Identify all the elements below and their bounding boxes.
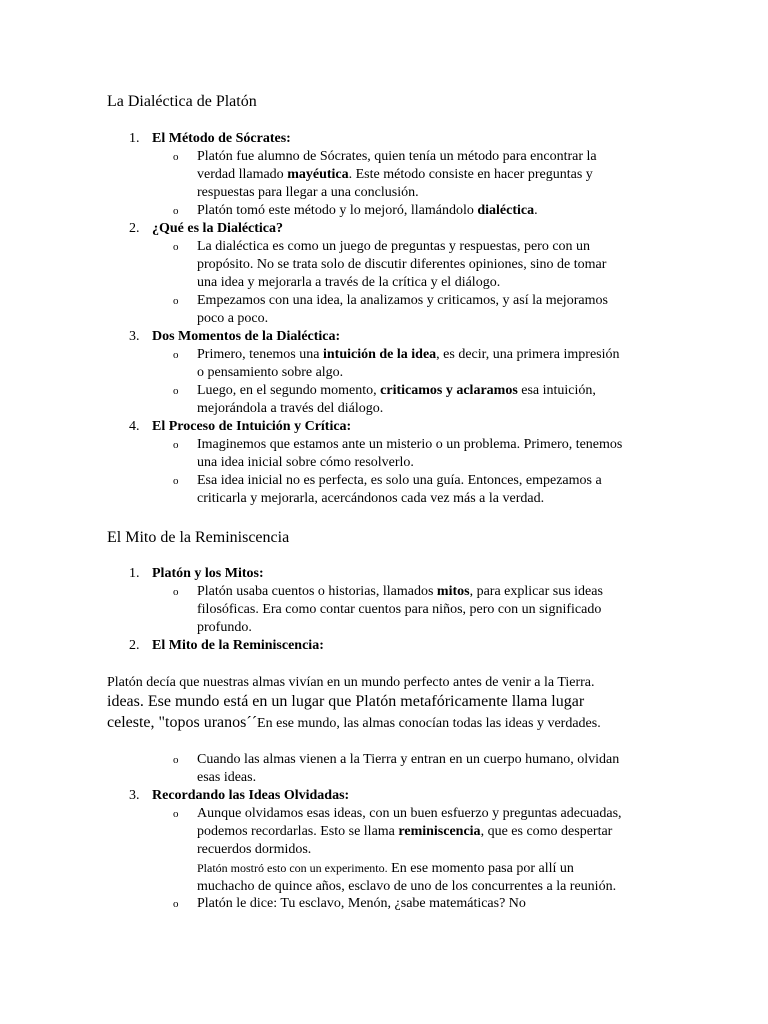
- bold-term: criticamos y aclaramos: [380, 383, 518, 398]
- bold-term: mayéutica: [287, 167, 349, 182]
- bullet-marker: o: [173, 151, 179, 163]
- bullet-text: [197, 346, 667, 382]
- text-line: profundo.: [197, 620, 252, 635]
- bullet-text: [197, 382, 667, 418]
- bullet-text: [197, 292, 667, 328]
- text-line: podemos recordarlas. Esto se llama reminiscencia, que es como despertar: [197, 824, 613, 839]
- bullet-marker: o: [173, 808, 179, 820]
- bullet-marker: o: [173, 475, 179, 487]
- section-title-mito: El Mito de la Reminiscencia: [107, 529, 290, 546]
- bullet-marker: o: [173, 241, 179, 253]
- bullet-marker: o: [173, 898, 179, 910]
- item-number: 4.: [129, 419, 140, 434]
- text-line: o pensamiento sobre algo.: [197, 365, 344, 380]
- bold-term: reminiscencia: [398, 824, 481, 839]
- item-number: 1.: [129, 131, 140, 146]
- text-line: Platón le dice: Tu esclavo, Menón, ¿sabe matemáticas? No: [197, 896, 526, 911]
- bullet-marker: o: [173, 349, 179, 361]
- text-line: verdad llamado mayéutica. Este método consiste en hacer preguntas y: [197, 167, 593, 182]
- text-line: filosóficas. Era como contar cuentos para niños, pero con un significado: [197, 602, 602, 617]
- text-line: La dialéctica es como un juego de preguntas y respuestas, pero con un: [197, 239, 591, 254]
- bullet-text: [197, 148, 667, 202]
- text-line: Platón mostró esto con un experimento. En ese momento pasa por allí un: [197, 861, 574, 876]
- text-line: esas ideas.: [197, 770, 257, 785]
- text-line: una idea inicial sobre cómo resolverlo.: [197, 455, 414, 470]
- text-line: Platón usaba cuentos o historias, llamados mitos, para explicar sus ideas: [197, 584, 603, 599]
- item-heading: El Proceso de Intuición y Crítica:: [152, 419, 352, 434]
- paragraph-line-3-large: celeste, "topos uranos´´: [107, 714, 258, 731]
- bullet-marker: o: [173, 385, 179, 397]
- section-title-dialectica: La Dialéctica de Platón: [107, 93, 257, 110]
- bullet-text: [197, 436, 667, 472]
- text-line: Cuando las almas vienen a la Tierra y entran en un cuerpo humano, olvidan: [197, 752, 620, 767]
- text-line: Esa idea inicial no es perfecta, es solo una guía. Entonces, empezamos a: [197, 473, 602, 488]
- bullet-text: [197, 238, 667, 292]
- item-heading: ¿Qué es la Dialéctica?: [152, 221, 284, 236]
- paragraph-line-3: [107, 712, 667, 733]
- numbered-item-heading: [129, 637, 324, 655]
- numbered-item-heading: [129, 787, 349, 805]
- text-line: mejorándola a través del diálogo.: [197, 401, 384, 416]
- text-line: respuestas para llegar a una conclusión.: [197, 185, 419, 200]
- numbered-item-heading: [129, 565, 264, 583]
- text-line: Primero, tenemos una intuición de la idea, es decir, una primera impresión: [197, 347, 620, 362]
- item-heading: Recordando las Ideas Olvidadas:: [152, 788, 350, 803]
- bullet-marker: o: [173, 439, 179, 451]
- bullet-marker: o: [173, 586, 179, 598]
- paragraph-line-3-small: En ese mundo, las almas conocían todas las ideas y verdades.: [257, 716, 601, 731]
- item-number: 1.: [129, 566, 140, 581]
- numbered-item-heading: [129, 130, 291, 148]
- bullet-marker: o: [173, 754, 179, 766]
- bold-term: intuición de la idea: [322, 347, 437, 362]
- bold-term: mitos: [436, 584, 470, 599]
- bullet-text: [197, 202, 667, 220]
- paragraph-line-2: ideas. Ese mundo está en un lugar que Platón metafóricamente llama lugar: [107, 693, 585, 710]
- text-line: poco a poco.: [197, 311, 269, 326]
- item-heading: El Mito de la Reminiscencia:: [152, 638, 324, 653]
- text-line: recuerdos dormidos.: [197, 842, 312, 857]
- text-line: Empezamos con una idea, la analizamos y criticamos, y así la mejoramos: [197, 293, 608, 308]
- text-line: muchacho de quince años, esclavo de uno de los concurrentes a la reunión.: [197, 879, 617, 894]
- item-number: 2.: [129, 638, 140, 653]
- bullet-text: [197, 472, 667, 508]
- item-number: 3.: [129, 788, 140, 803]
- item-heading: El Método de Sócrates:: [152, 131, 291, 146]
- numbered-item-heading: [129, 418, 351, 436]
- bullet-marker: o: [173, 205, 179, 217]
- numbered-item-heading: [129, 328, 340, 346]
- small-note: Platón mostró esto con un experimento.: [197, 861, 388, 875]
- text-line: una idea y mejorarla a través de la crítica y el diálogo.: [197, 275, 501, 290]
- numbered-item-heading: [129, 220, 283, 238]
- bullet-text: [197, 751, 667, 787]
- bullet-marker: o: [173, 295, 179, 307]
- text-line: Aunque olvidamos esas ideas, con un buen esfuerzo y preguntas adecuadas,: [197, 806, 622, 821]
- bullet-text: [197, 895, 667, 913]
- text-line: Platón tomó este método y lo mejoró, llamándolo dialéctica.: [197, 203, 538, 218]
- bold-term: dialéctica: [477, 203, 535, 218]
- paragraph-line-1: Platón decía que nuestras almas vivían en un mundo perfecto antes de venir a la Tierra.: [107, 675, 595, 690]
- text-line: criticarla y mejorarla, acercándonos cada vez más a la verdad.: [197, 491, 545, 506]
- item-number: 2.: [129, 221, 140, 236]
- item-heading: Platón y los Mitos:: [152, 566, 264, 581]
- text-line: Platón fue alumno de Sócrates, quien tenía un método para encontrar la: [197, 149, 597, 164]
- text-line: Luego, en el segundo momento, criticamos y aclaramos esa intuición,: [197, 383, 596, 398]
- text-line: Imaginemos que estamos ante un misterio o un problema. Primero, tenemos: [197, 437, 623, 452]
- item-heading: Dos Momentos de la Dialéctica:: [152, 329, 341, 344]
- text-line: propósito. No se trata solo de discutir diferentes opiniones, sino de tomar: [197, 257, 607, 272]
- bullet-text: [197, 805, 667, 896]
- item-number: 3.: [129, 329, 140, 344]
- bullet-text: [197, 583, 667, 637]
